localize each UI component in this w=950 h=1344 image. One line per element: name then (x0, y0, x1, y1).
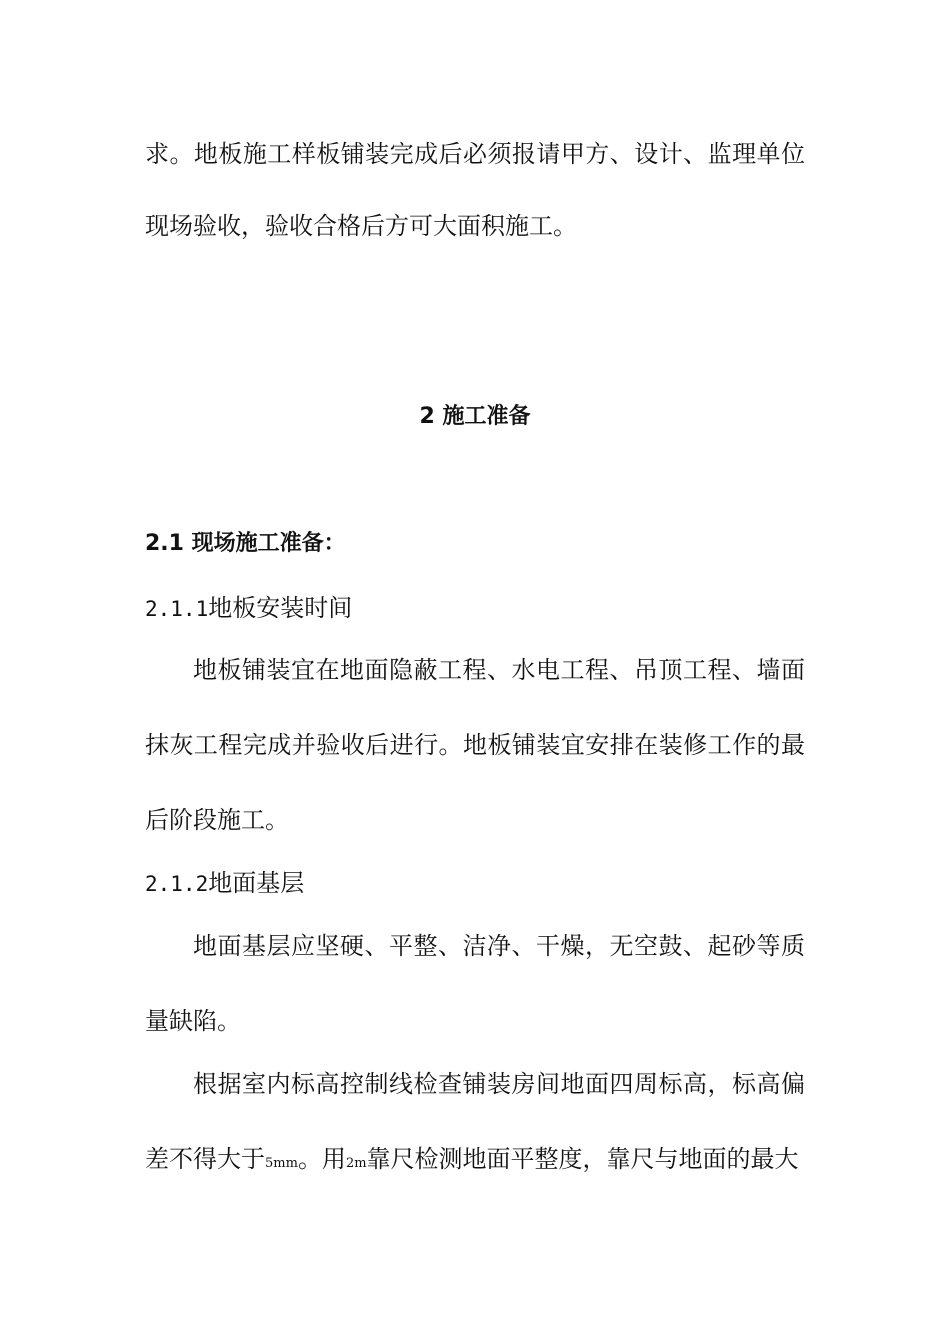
subsection-heading: 2.1 现场施工准备： (145, 531, 346, 556)
paragraph-line: 地板铺装宜在地面隐蔽工程、水电工程、吊顶工程、墙面 (193, 656, 805, 684)
paragraph-line: 求。地板施工样板铺装完成后必须报请甲方、设计、监理单位 (145, 140, 805, 168)
paragraph-line: 抹灰工程完成并验收后进行。地板铺装宜安排在装修工作的最 (145, 731, 805, 759)
item-heading (145, 592, 352, 625)
paragraph-line: 后阶段施工。 (145, 806, 289, 834)
text-run: 。用 (297, 1145, 346, 1173)
item-number: 2.1.2 (145, 872, 209, 896)
item-title: 地面基层 (208, 869, 305, 897)
measurement-value: 2m (345, 1156, 367, 1171)
measurement-value: 5mm (265, 1156, 298, 1171)
section-heading: 2 施工准备 (419, 404, 531, 429)
paragraph-line: 根据室内标高控制线检查铺装房间地面四周标高，标高偏 (193, 1070, 805, 1098)
paragraph-line (145, 1143, 799, 1180)
item-title: 地板安装时间 (208, 594, 353, 622)
text-run: 靠尺检测地面平整度，靠尺与地面的最大 (366, 1145, 799, 1173)
paragraph-line: 地面基层应坚硬、平整、洁净、干燥，无空鼓、起砂等质 (193, 932, 805, 960)
item-heading (145, 867, 304, 900)
paragraph-line: 现场验收，验收合格后方可大面积施工。 (145, 212, 577, 240)
item-number: 2.1.1 (145, 597, 209, 621)
text-run: 差不得大于 (145, 1145, 265, 1173)
paragraph-line: 量缺陷。 (145, 1007, 241, 1035)
